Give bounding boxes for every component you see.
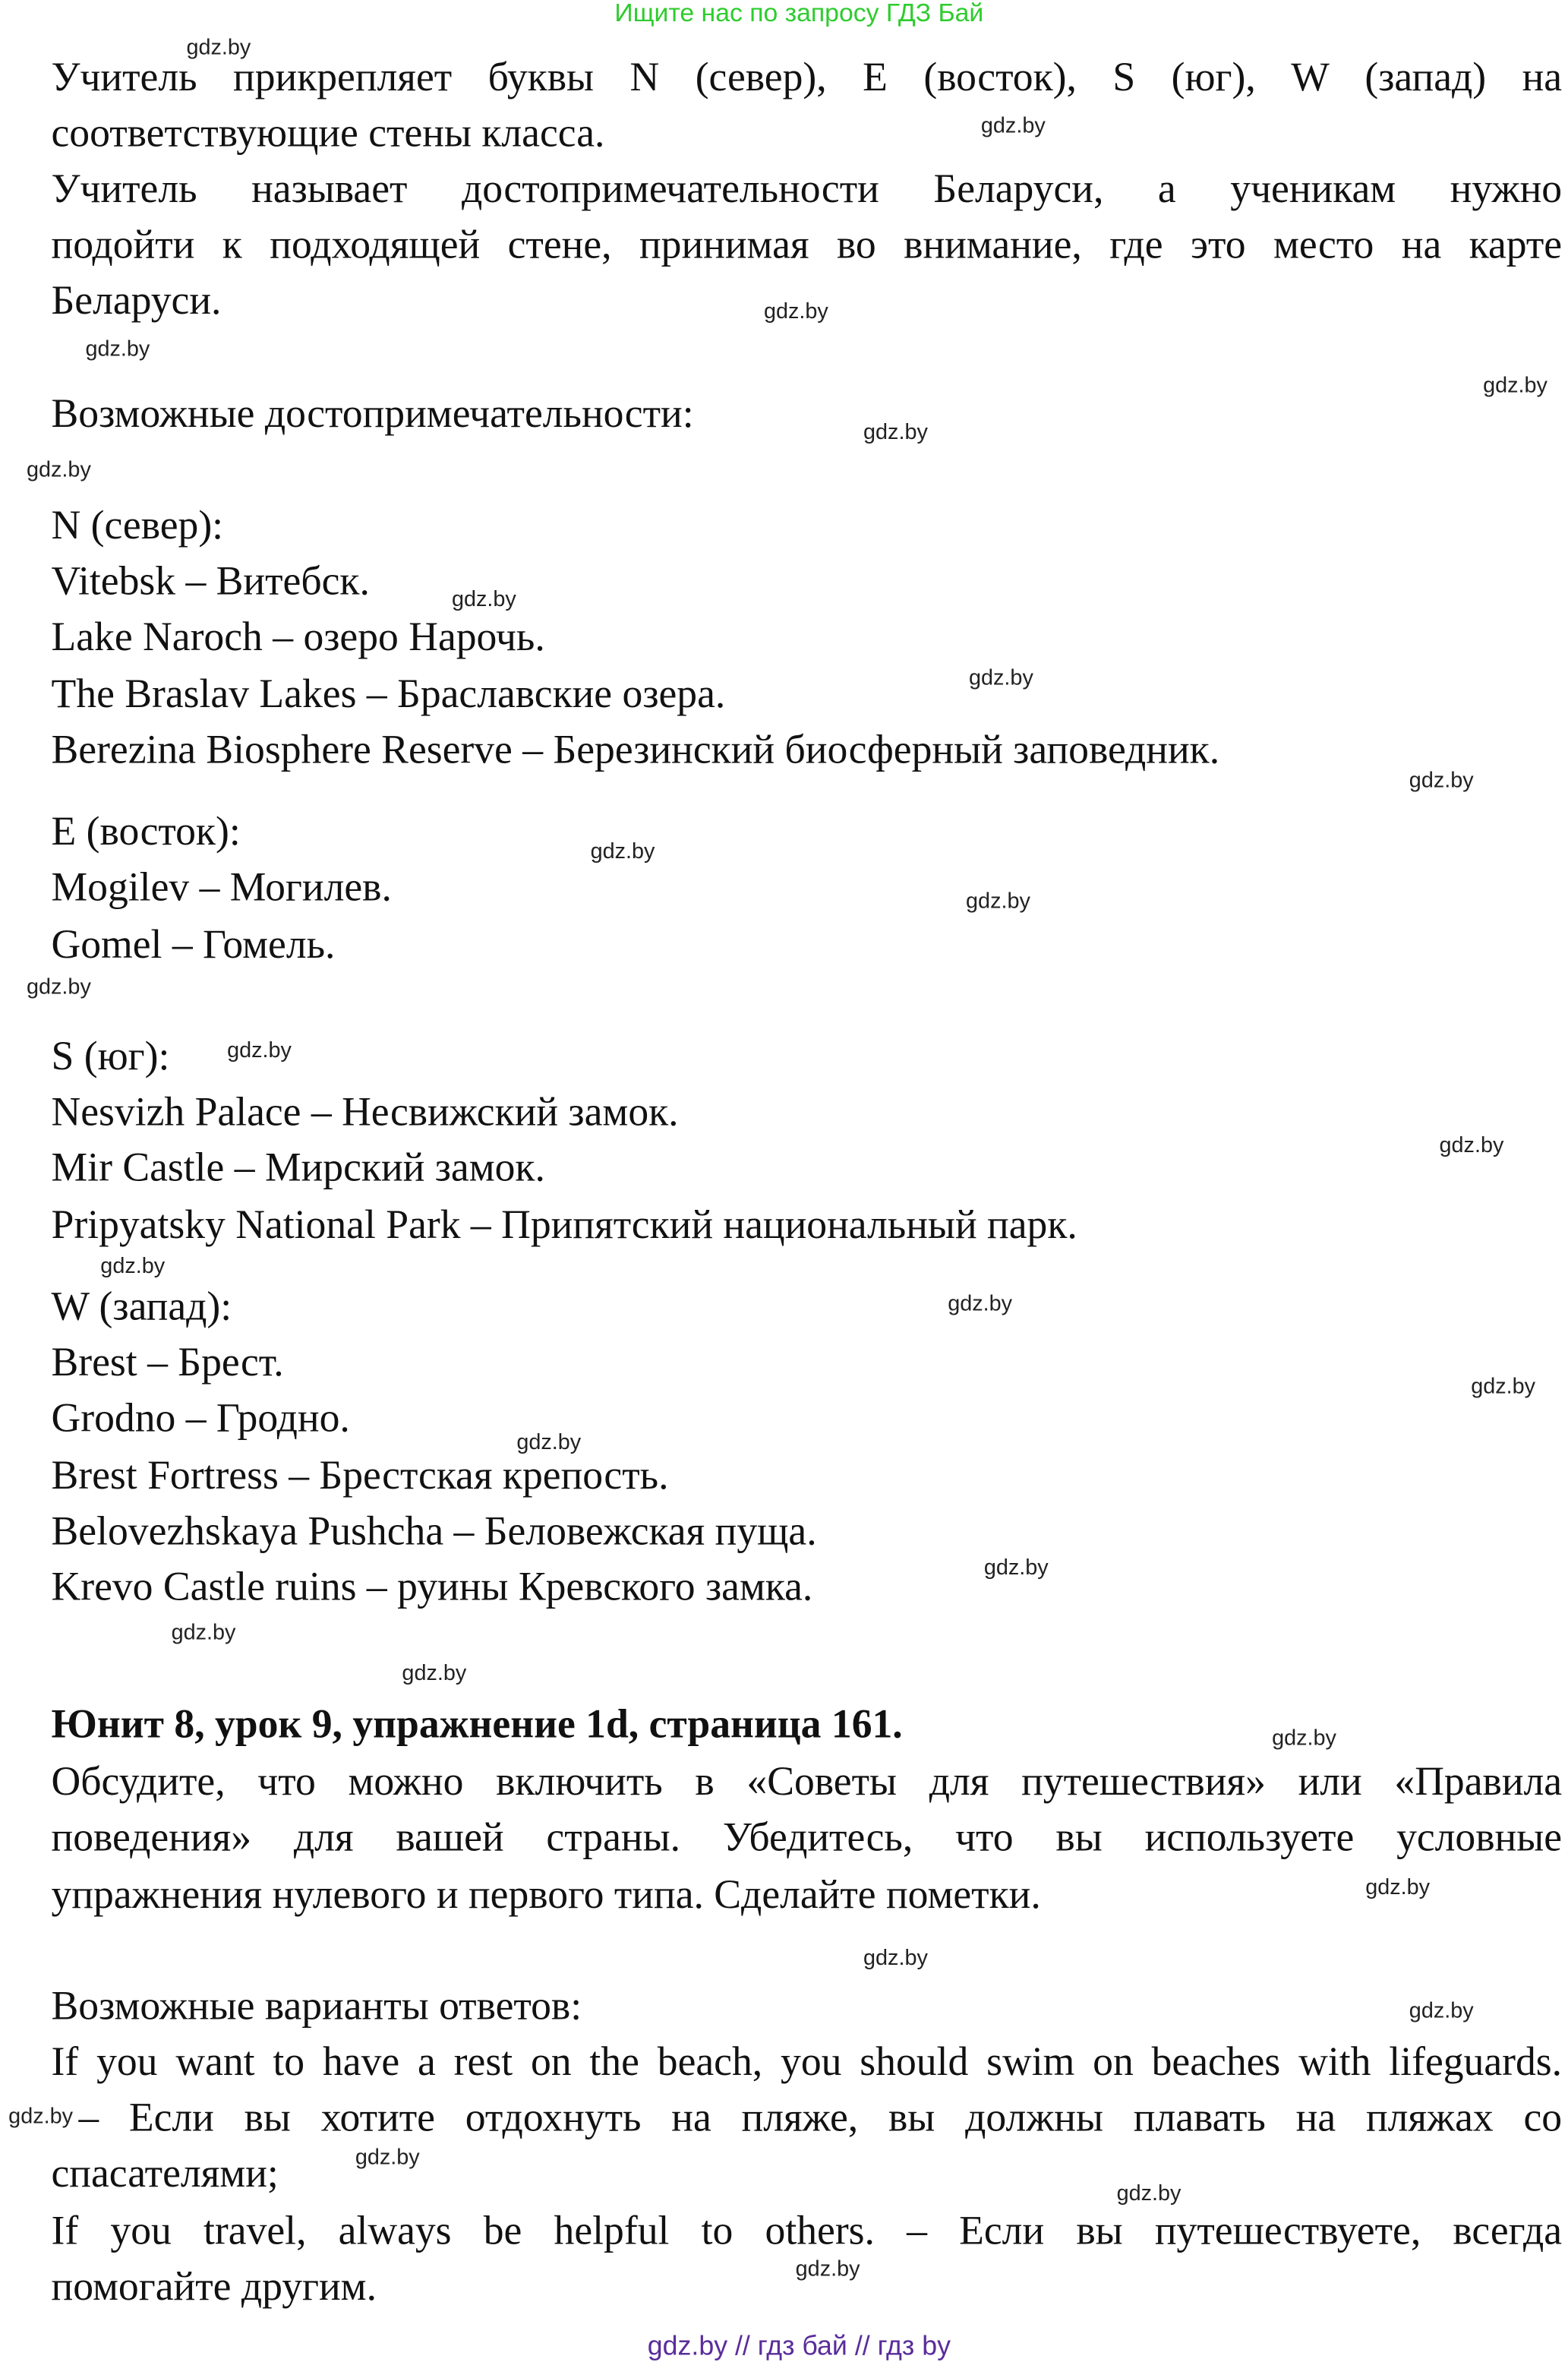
text-line: Grodno – Гродно.: [51, 1394, 350, 1441]
watermark: gdz.by: [966, 889, 1030, 914]
footer-banner[interactable]: gdz.by // гдз бай // гдз by: [647, 2330, 951, 2361]
text-line: подойти к подходящей стене, принимая во внимание, где это место на карте: [51, 221, 1563, 267]
text-line: поведения» для вашей страны. Убедитесь, что вы используете условные: [51, 1814, 1563, 1860]
text-line: E (восток):: [51, 808, 241, 854]
watermark: gdz.by: [1272, 1726, 1336, 1751]
text-line: Учитель прикрепляет буквы N (север), E (восток), S (юг), W (запад) на: [51, 54, 1563, 100]
text-line: – Если вы хотите отдохнуть на пляже, вы должны плавать на пляжах со: [78, 2094, 1563, 2140]
text-line: Mogilev – Могилев.: [51, 864, 392, 910]
text-line: Vitebsk – Витебск.: [51, 557, 370, 604]
text-line: Беларуси.: [51, 277, 222, 323]
watermark: gdz.by: [763, 300, 828, 324]
text-line: Krevo Castle ruins – руины Кревского замка.: [51, 1564, 813, 1609]
watermark: gdz.by: [1409, 1999, 1474, 2024]
watermark: gdz.by: [1471, 1375, 1536, 1400]
text-line: Mir Castle – Мирский замок.: [51, 1145, 545, 1190]
text-line: N (север):: [51, 502, 224, 548]
text-line: If you travel, always be helpful to others. – Если вы путешествуете, всегда: [51, 2207, 1563, 2253]
watermark: gdz.by: [100, 1255, 166, 1279]
text-line: спасателями;: [51, 2150, 279, 2196]
text-line: Belovezhskaya Pushcha – Беловежская пуща.: [51, 1508, 817, 1554]
text-line: помогайте другим.: [51, 2263, 377, 2309]
text-line: Pripyatsky National Park – Припятский национальный парк.: [51, 1202, 1077, 1248]
watermark: gdz.by: [402, 1662, 467, 1686]
text-line: соответствующие стены класса.: [51, 109, 605, 156]
text-line: Brest Fortress – Брестская крепость.: [51, 1452, 669, 1498]
watermark: gdz.by: [1439, 1134, 1504, 1158]
watermark: gdz.by: [590, 839, 655, 864]
watermark: gdz.by: [27, 975, 91, 1000]
text-line: Berezina Biosphere Reserve – Березинский биосферный заповедник.: [51, 727, 1220, 772]
text-line: If you want to have a rest on the beach, you should swim on beaches with lifeguards.: [51, 2038, 1563, 2085]
watermark: gdz.by: [969, 666, 1033, 691]
text-line: Gomel – Гомель.: [51, 921, 336, 967]
text-line: Nesvizh Palace – Несвижский замок.: [51, 1088, 679, 1135]
watermark: gdz.by: [863, 420, 928, 445]
watermark: gdz.by: [27, 458, 91, 483]
watermark: gdz.by: [227, 1039, 292, 1063]
watermark: gdz.by: [1365, 1876, 1431, 1900]
watermark: gdz.by: [983, 1556, 1049, 1580]
watermark: gdz.by: [171, 1621, 236, 1646]
watermark: gdz.by: [186, 36, 251, 61]
text-line: Учитель называет достопримечательности Беларуси, а ученикам нужно: [51, 166, 1563, 211]
text-line: Brest – Брест.: [51, 1339, 284, 1385]
text-line: W (запад):: [51, 1283, 232, 1329]
watermark: gdz.by: [1409, 769, 1474, 794]
text-line: Обсудите, что можно включить в «Советы для путешествия» или «Правила: [51, 1758, 1563, 1804]
watermark: gdz.by: [8, 2105, 74, 2130]
watermark: gdz.by: [1483, 374, 1547, 399]
watermark: gdz.by: [451, 588, 516, 613]
watermark: gdz.by: [863, 1947, 928, 1972]
watermark: gdz.by: [355, 2146, 420, 2171]
watermark: gdz.by: [516, 1431, 582, 1456]
watermark: gdz.by: [85, 337, 150, 362]
watermark: gdz.by: [795, 2257, 860, 2282]
watermark: gdz.by: [948, 1292, 1013, 1317]
section-heading: Юнит 8, урок 9, упражнение 1d, страница 161.: [51, 1700, 903, 1747]
text-line: Lake Naroch – озеро Нарочь.: [51, 614, 545, 659]
watermark: gdz.by: [1116, 2182, 1182, 2206]
header-banner[interactable]: Ищите нас по запросу ГДЗ Бай: [614, 0, 984, 27]
text-line: Возможные варианты ответов:: [51, 1983, 582, 2029]
text-line: упражнения нулевого и первого типа. Сделайте пометки.: [51, 1871, 1041, 1917]
watermark: gdz.by: [980, 114, 1046, 139]
text-line: Возможные достопримечательности:: [51, 390, 694, 436]
text-line: The Braslav Lakes – Браславские озера.: [51, 671, 726, 717]
text-line: S (юг):: [51, 1033, 170, 1078]
